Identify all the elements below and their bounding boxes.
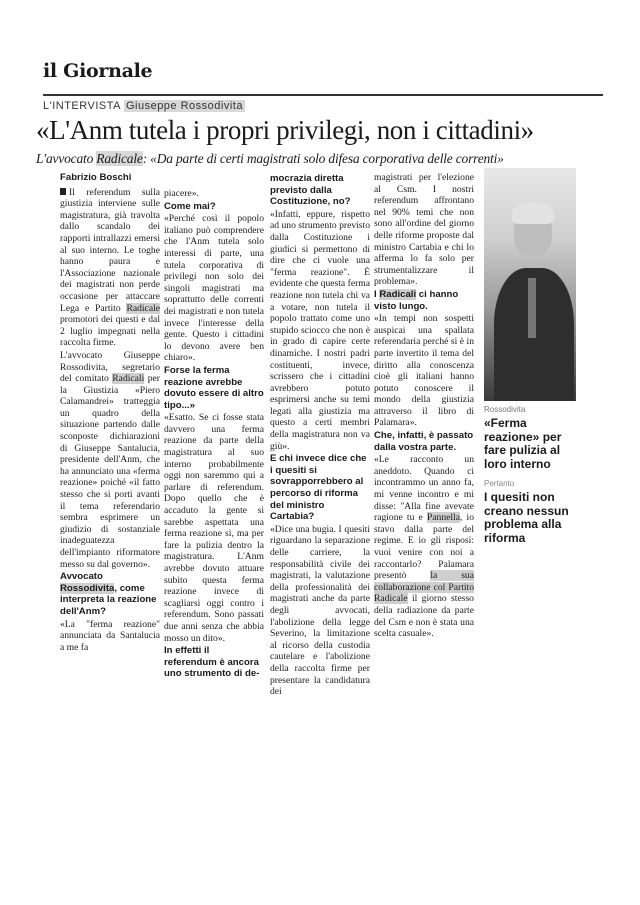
question: In effetti il referendum è ancora uno strumento di de- [164, 645, 260, 680]
photo-credit: Rossodivita [484, 405, 526, 414]
pull-quote-2: I quesiti non creano nessun problema alla riforma [484, 490, 569, 545]
side-column [484, 168, 579, 545]
paragraph: «Perché così il popolo italiano può comprendere che l'Anm tutela solo interessi di parte, una tutela corporativa di privilegi non solo dei singoli magistrati ma soprattutto delle correnti dei magistrati e non tutela invece l'interesse della gente. Questo i cittadini lo devono avere ben chiaro». [164, 213, 264, 364]
paragraph: «Le racconto un aneddoto. Quando ci incontrammo un anno fa, mi venne incontro e mi disse: "Alla fine avevate ragione tu e Pannella, io stavo dalla parte del regime. E io gli risposi: vuoi venire con noi a raccontarlo? Palamara presentò la sua collaborazione col Partito Radicale il giorno stesso della radiazione da parte del Csm e non è stata una scelta casuale». [374, 454, 474, 640]
paragraph: L'avvocato Giuseppe Rossodivita, segretario del comitato Radicali per la Giustizia «Piero Calamandrei» tratteggia un quadro della situazione partendo dalle sconposte dichiarazioni di Giuseppe Santalucia, presidente dell'Anm, che ha annunciato una «ferma reazione» poiché «il fatto stesso che si porti avanti il tema referendario sembra esprimere un giudizio di sostanziale inadeguatezza dell'impianto riformatore messo su dal governo». [60, 349, 160, 570]
masthead-rule [43, 94, 603, 96]
column-1 [60, 172, 160, 654]
question: Come mai? [164, 200, 216, 212]
paragraph: magistrati per l'elezione al Csm. I nostri referendum affrontano nel 90% temi che non sono all'ordine del giorno delle riforme proposte dal ministro Cartabia e chi lo afferma lo fa solo per strumentalizzare il problema». [374, 172, 474, 288]
pull-quote-label: Pertanto [484, 479, 515, 488]
photo-tie-shape [528, 278, 536, 338]
pull-quote-1: «Ferma reazione» per fare pulizia al loro interno [484, 416, 562, 471]
question: Che, infatti, è passato dalla vostra parte. [374, 430, 474, 453]
newspaper-name: il Giornale [43, 60, 153, 82]
question: I Radicali ci hanno visto lungo. [374, 288, 459, 312]
question: E chi invece dice che i quesiti si sovrapporrebbero al percorso di riforma del ministro Cartabia? [270, 453, 367, 523]
question: mocrazia diretta previsto dalla Costituzione, no? [270, 173, 351, 208]
paragraph: «In tempi non sospetti auspicai una spallata referendaria perché si è in parte invertito il tema del diritto alla conoscenza cioè gli italiani hanno potuto conoscere il mondo della giustizia attraverso il libro di Palamara». [374, 313, 474, 429]
column-4 [374, 172, 474, 641]
portrait-photo [484, 168, 576, 401]
paragraph: piacere». [164, 188, 199, 199]
headline: «L'Anm tutela i propri privilegi, non i cittadini» [36, 115, 534, 145]
question: Avvocato Rossodivita, come interpreta la reazione dell'Anm? [60, 571, 157, 617]
paragraph: «Dice una bugia. I quesiti riguardano la separazione delle carriere, la responsabilità civile dei magistrati, la valutazione della professionalità dei magistrati anche da parte degli avvocati, l'abolizione della legge Severino, la limitazione al ricorso della custodia cautelare e l'abolizione della raccolta firme per presentare la candidatura dei [270, 523, 370, 698]
kicker-person: Giuseppe Rossodivita [125, 100, 243, 112]
subhead-pre: L'avvocato [36, 151, 97, 166]
kicker [43, 100, 245, 112]
masthead [43, 60, 603, 82]
column-2 [164, 188, 264, 681]
paragraph: Il referendum sulla giustizia interviene sulle magistratura, già travolta dallo scandalo dei rapporti intrallazzi emersi al suo interno. Le toghe hanno paura e l'Associazione nazionale dei magistrati non perde occasione per attaccare Lega e Partito Radicale promotori dei questi e dal 2 luglio impegnati nella raccolta firme. [60, 186, 160, 349]
subhead [36, 151, 616, 167]
byline: Fabrizio Boschi [60, 172, 132, 183]
column-3 [270, 172, 370, 699]
question: Forse la ferma reazione avrebbe dovuto essere di altro tipo...» [164, 364, 264, 411]
paragraph: «La "ferma reazione" annunciata da Santalucia a me fa [60, 618, 160, 653]
photo-hair-shape [512, 202, 554, 224]
paragraph: «Infatti, eppure, rispetto ad uno strumento previsto dalla Costituzione i giudici si permettono di dire che ci vuole una "ferma reazione". È evidente che questa ferma reazione non tutela chi va a votare, non tutela il popolo trattato come uno stupido sciocco che non è in grado di capire certe dinamiche. I nostri padri costituenti, invece, scrissero che i cittadini avrebbero potuto esprimersi anche su temi legati alla giustizia ma questo a certi membri della magistratura non va giù». [270, 208, 370, 452]
subhead-post: : «Da parte di certi magistrati solo difesa corporativa delle correnti» [142, 151, 504, 166]
kicker-label: L'INTERVISTA [43, 100, 121, 112]
lead-square-icon [60, 188, 66, 195]
paragraph: «Esatto. Se ci fosse stata davvero una ferma reazione da parte della magistratura al suo interno probabilmente oggi non saremmo qui a parlare di referendum. Dopo quello che è accaduto la gente si sarebbe aspettata una ferma reazione sì, ma per fare la pulizia dentro la magistratura. L'Anm avrebbe dovuto attuare subito questa ferma reazione invece di scagliarsi oggi contro i referendum. Sono passati due anni senza che abbia mosso un dito». [164, 412, 264, 644]
subhead-highlight: Radicale [96, 151, 143, 166]
